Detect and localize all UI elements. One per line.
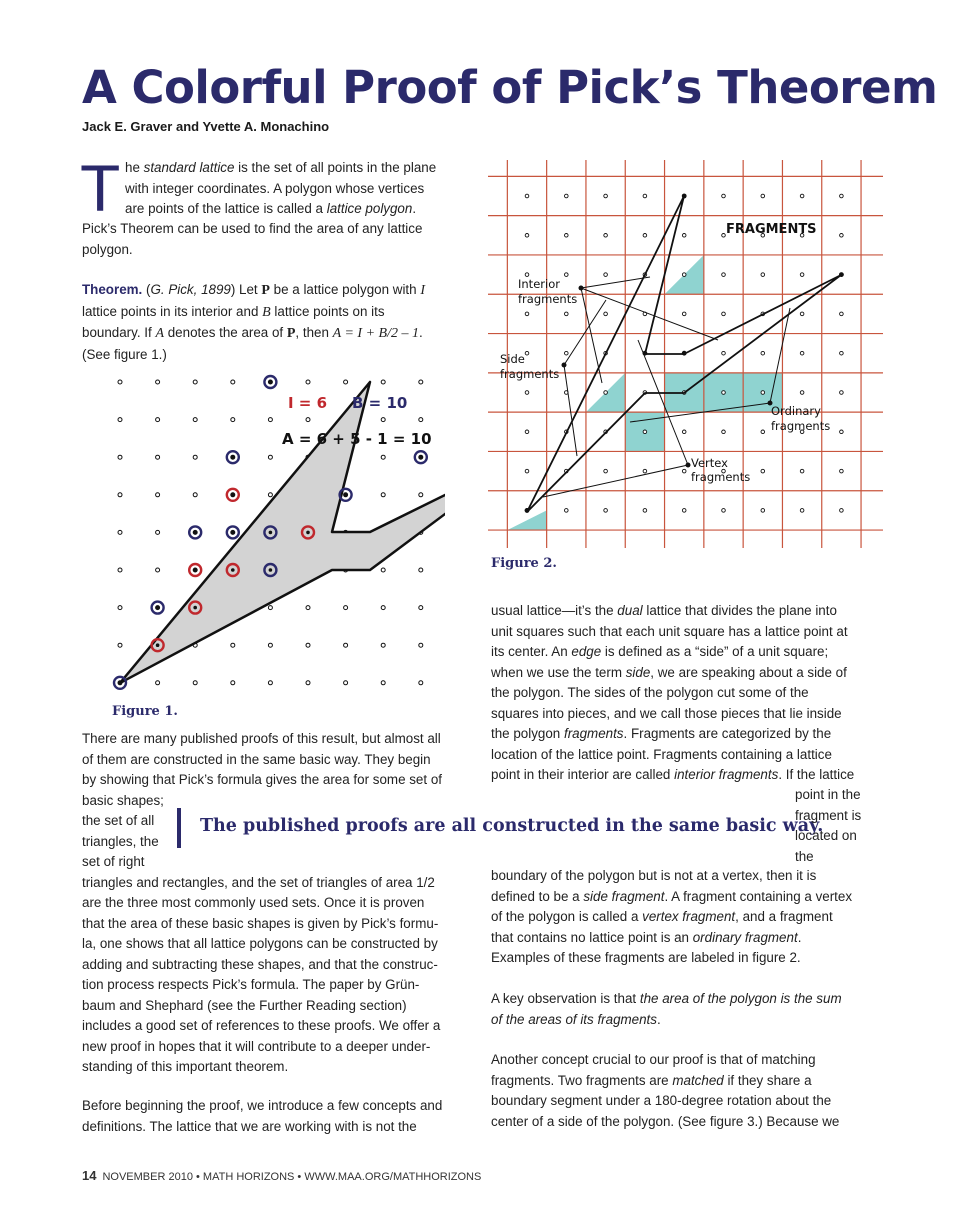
page-number: 14 <box>82 1168 97 1183</box>
pick-formula: A = I + B/2 – 1 <box>332 326 419 341</box>
lattice-point <box>840 234 844 238</box>
lattice-point <box>118 568 122 572</box>
lattice-point <box>156 568 160 572</box>
interior-point-center <box>193 568 197 572</box>
lattice-point <box>840 430 844 434</box>
lattice-point <box>682 273 686 277</box>
lattice-point <box>306 643 310 647</box>
lattice-point <box>682 234 686 238</box>
right-column-wrap-text: point in the fragment is located on the <box>795 787 862 864</box>
boundary-point-center <box>193 531 197 535</box>
lattice-point <box>118 530 122 534</box>
lattice-point <box>156 681 160 685</box>
lattice-point <box>268 681 272 685</box>
label-vertex-fragments: Vertex fragments <box>691 456 751 484</box>
right-column-key-observation: A key observation is that the area of the polygon is the sum of the areas of its fragments. <box>491 991 842 1027</box>
lattice-point <box>800 312 804 316</box>
lattice-point <box>722 351 726 355</box>
figure-1 <box>100 370 445 695</box>
footer-text: NOVEMBER 2010 • MATH HORIZONS • WWW.MAA.ORG/MATHHORIZONS <box>102 1171 482 1183</box>
lattice-point <box>840 312 844 316</box>
lattice-point <box>156 380 160 384</box>
lattice-point <box>643 430 647 434</box>
figure-1-label-i: I = 6 <box>288 394 328 412</box>
lattice-point <box>840 391 844 395</box>
right-column-matching: Another concept crucial to our proof is that of matching fragments. Two fragments are matched if they share a boundary segment under a 180-degree rotation about the center of a side of the polygon. (See figure 3.) Because we <box>491 1052 840 1129</box>
figure-2-caption: Figure 2. <box>491 556 557 571</box>
lattice-point <box>193 380 197 384</box>
lattice-point <box>118 418 122 422</box>
right-column-text-middle: boundary of the polygon but is not at a vertex, then it is defined to be a side fragment. A fragment containing a vertex of the polygon is called a vertex fragment, and a fragment that contains no lattice point is an ordinary fragment. Examples of these fragments are labeled in figure 2. <box>491 868 853 965</box>
lattice-point <box>525 312 529 316</box>
lattice-point <box>156 493 160 497</box>
lattice-point <box>118 455 122 459</box>
lattice-point <box>722 430 726 434</box>
lattice-point <box>722 273 726 277</box>
lattice-point <box>643 194 647 198</box>
lattice-point <box>525 194 529 198</box>
lattice-point <box>344 643 348 647</box>
lattice-point <box>761 351 765 355</box>
lattice-point <box>268 493 272 497</box>
figure-1-label-a: A = 6 + 5 - 1 = 10 <box>282 430 432 448</box>
lattice-point <box>381 643 385 647</box>
interior-point-center <box>231 568 235 572</box>
lattice-point <box>682 430 686 434</box>
lattice-point <box>381 606 385 610</box>
lattice-point <box>682 469 686 473</box>
lattice-point <box>306 681 310 685</box>
figure-2 <box>488 160 883 548</box>
lattice-point <box>344 606 348 610</box>
lattice-point <box>722 391 726 395</box>
lattice-point <box>565 312 569 316</box>
lattice-point <box>761 509 765 513</box>
figure-1-label-b: B = 10 <box>352 394 408 412</box>
lattice-point <box>381 455 385 459</box>
lattice-point <box>761 391 765 395</box>
lattice-point <box>419 380 423 384</box>
lattice-point <box>268 606 272 610</box>
lattice-point <box>840 469 844 473</box>
lattice-point <box>118 643 122 647</box>
lattice-point <box>565 273 569 277</box>
lattice-point <box>193 493 197 497</box>
boundary-point-center <box>231 455 235 459</box>
interior-point-center <box>231 493 235 497</box>
lattice-point <box>118 606 122 610</box>
lattice-point <box>643 509 647 513</box>
lattice-point <box>604 312 608 316</box>
pull-quote: The published proofs are all constructed in the same basic way. <box>200 816 824 836</box>
figure-1-polygon <box>120 382 445 683</box>
drop-cap: T <box>80 151 121 225</box>
lattice-point <box>800 194 804 198</box>
boundary-point-center <box>231 531 235 535</box>
lattice-point <box>840 509 844 513</box>
lattice-point <box>761 430 765 434</box>
lattice-point <box>800 469 804 473</box>
lattice-point <box>231 418 235 422</box>
boundary-point-center <box>419 455 423 459</box>
lattice-point <box>156 530 160 534</box>
lattice-point <box>565 509 569 513</box>
authors: Jack E. Graver and Yvette A. Monachino <box>82 119 330 134</box>
lattice-point <box>525 391 529 395</box>
lattice-point <box>381 380 385 384</box>
figure-2-title: FRAGMENTS <box>726 222 817 237</box>
interior-point-center <box>156 643 160 647</box>
lattice-point <box>419 568 423 572</box>
lattice-point <box>761 194 765 198</box>
lattice-point <box>800 273 804 277</box>
lattice-point <box>604 273 608 277</box>
boundary-point-center <box>269 380 273 384</box>
lattice-point <box>604 469 608 473</box>
intro-lines-indented: he standard lattice is the set of all points in the plane with integer coordinates. A polygon whose vertices are points of the lattice is called a lattice polygon. <box>125 160 437 216</box>
lattice-point <box>193 418 197 422</box>
lattice-point <box>381 418 385 422</box>
boundary-point-center <box>344 493 348 497</box>
lattice-point <box>231 681 235 685</box>
lattice-point <box>306 606 310 610</box>
label-interior-fragments: Interior fragments <box>518 277 578 306</box>
lattice-point <box>682 509 686 513</box>
interior-point-center <box>306 531 310 535</box>
lattice-point <box>419 643 423 647</box>
lattice-point <box>565 234 569 238</box>
vertex-fragment <box>507 510 546 530</box>
lattice-point <box>722 509 726 513</box>
lattice-point <box>565 351 569 355</box>
lattice-point <box>381 681 385 685</box>
theorem-paragraph: Theorem. (G. Pick, 1899) Let P be a lattice polygon with I lattice points in its interior and B lattice points on its boundary. If A denotes the area of P, then A = I + B/2 – 1. (See figure 1.) <box>82 282 425 362</box>
lattice-point <box>231 643 235 647</box>
lattice-point <box>761 469 765 473</box>
lattice-point <box>682 312 686 316</box>
page-footer <box>82 1168 481 1183</box>
lattice-point <box>722 234 726 238</box>
lattice-point <box>193 455 197 459</box>
lattice-point <box>156 418 160 422</box>
lattice-point <box>344 681 348 685</box>
lattice-point <box>840 351 844 355</box>
lattice-point <box>604 194 608 198</box>
lattice-point <box>722 194 726 198</box>
lattice-point <box>419 493 423 497</box>
article-title: A Colorful Proof of Pick’s Theorem <box>82 61 938 114</box>
lattice-point <box>565 194 569 198</box>
lattice-point <box>604 234 608 238</box>
lattice-point <box>761 273 765 277</box>
figure-1-caption: Figure 1. <box>112 704 178 719</box>
lattice-point <box>306 418 310 422</box>
lattice-point <box>118 493 122 497</box>
lattice-point <box>381 568 385 572</box>
lattice-point <box>525 273 529 277</box>
lattice-point <box>722 312 726 316</box>
lattice-point <box>604 391 608 395</box>
lattice-point <box>156 455 160 459</box>
lattice-point <box>306 380 310 384</box>
lattice-point <box>800 509 804 513</box>
lattice-point <box>419 681 423 685</box>
boundary-point-center <box>269 531 273 535</box>
lattice-point <box>268 418 272 422</box>
lattice-point <box>193 681 197 685</box>
lattice-point <box>840 194 844 198</box>
left-column-paragraph-2: Before beginning the proof, we introduce a few concepts and definitions. The lattice that we are working with is not the <box>82 1098 443 1134</box>
lattice-point <box>419 418 423 422</box>
lattice-point <box>800 351 804 355</box>
lattice-point <box>344 380 348 384</box>
lattice-point <box>604 509 608 513</box>
boundary-point-center <box>156 606 160 610</box>
lattice-point <box>381 493 385 497</box>
lattice-point <box>231 380 235 384</box>
lattice-point <box>643 469 647 473</box>
left-column-paragraph-1: There are many published proofs of this result, but almost all of them are constructed in the same basic way. They begin by showing that Pick’s formula gives the area for some set of basic shapes; the set of all triangles, the set of right triangles and rectangles, and the set of triangles of area 1/2 are the three most commonly used sets. Once it is proven that the area of these basic shapes is given by Pick’s formu- la, one shows that all lattice polygons can be constructed by adding and subtracting these shapes, and that the construc- tion process respects Pick’s formula. The paper by Grün- baum and Shephard (see the Further Reading section) includes a good set of references to these proofs. We offer a new proof in hopes that it will contribute to a deeper under- standing of this important theorem. <box>82 731 442 1074</box>
lattice-point <box>268 455 272 459</box>
intro-lines: Pick’s Theorem can be used to find the area of any lattice polygon. <box>82 221 423 257</box>
label-ordinary-fragments: Ordinary fragments <box>771 404 831 433</box>
boundary-point-center <box>118 681 122 685</box>
figure-2-polygon <box>527 196 841 512</box>
lattice-point <box>525 234 529 238</box>
lattice-point <box>268 643 272 647</box>
lattice-point <box>800 391 804 395</box>
theorem-label: Theorem. <box>82 282 143 297</box>
lattice-point <box>525 469 529 473</box>
lattice-point <box>525 430 529 434</box>
lattice-point <box>419 606 423 610</box>
label-side-fragments: Side fragments <box>500 352 560 381</box>
right-column-text-top: usual lattice—it’s the dual lattice that divides the plane into unit squares such that each unit square has a lattice point at its center. An edge is defined as a “side” of a unit square; when we use the term side, we are speaking about a side of the polygon. The sides of the polygon cut some of the squares into pieces, and we call those pieces that lie inside the polygon fragments. Fragments are categorized by the location of the lattice point. Fragments containing a lattice point in their interior are called interior fragments. If the lattice <box>491 603 855 782</box>
boundary-point-center <box>269 568 273 572</box>
lattice-point <box>643 234 647 238</box>
interior-point-center <box>193 606 197 610</box>
pull-quote-bar <box>177 808 181 848</box>
lattice-point <box>118 380 122 384</box>
